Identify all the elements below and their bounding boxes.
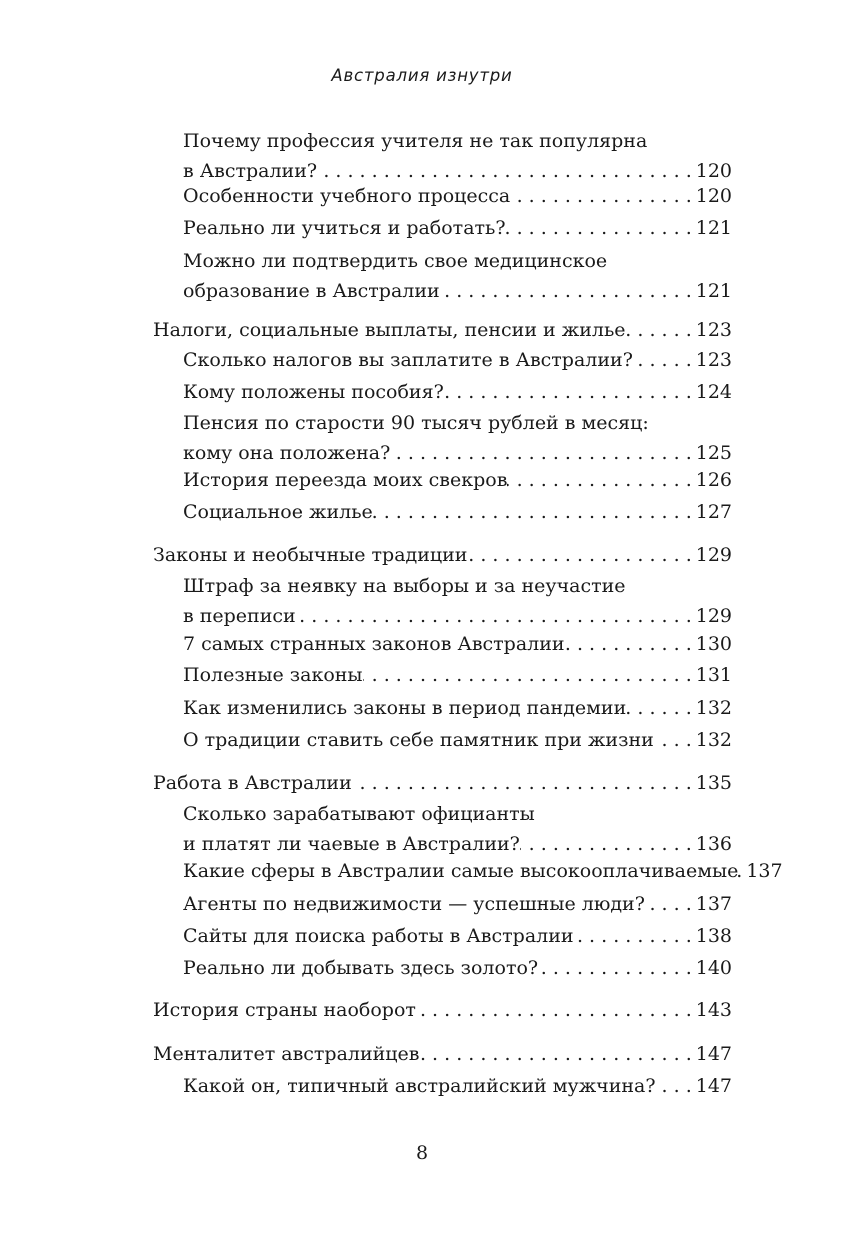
toc-entry-title-line: Законы и необычные традиции: [153, 544, 468, 566]
toc-section-entry: [183, 1072, 732, 1102]
toc-entry-row: [183, 277, 732, 307]
toc-chapter-entry: [153, 316, 732, 346]
toc-entry-row: [183, 857, 783, 887]
toc-page-number: 123: [695, 349, 732, 371]
dot-leader: [626, 316, 696, 346]
toc-entry-title-line: Агенты по недвижимости — успешные люди?: [183, 893, 645, 915]
toc-page-number: 127: [695, 501, 732, 523]
toc-page-number: 147: [695, 1043, 732, 1065]
toc-entry-row: [183, 214, 732, 244]
toc-page-number: 131: [695, 664, 732, 686]
toc-entry-row: [183, 890, 732, 920]
toc-entry-title-line: Кому положены пособия?: [183, 381, 444, 403]
toc-entry-row: [153, 316, 732, 346]
toc-page-number: 129: [695, 604, 732, 627]
dot-leader: [467, 541, 695, 571]
toc-entry-row: [183, 630, 732, 660]
toc-section-entry: [183, 857, 783, 887]
dot-leader: [565, 630, 696, 660]
toc-section-entry: [183, 661, 732, 691]
toc-section-entry: [183, 922, 732, 952]
toc-section-entry: [183, 247, 732, 306]
toc-page-number: 138: [695, 925, 732, 947]
toc-page-number: 135: [695, 772, 732, 794]
toc-entry-title-line: кому она положена?: [183, 441, 391, 464]
toc-entry-row: [153, 541, 732, 571]
toc-entry-title-line: Менталитет австралийцев: [153, 1043, 420, 1065]
toc-section-entry: [183, 498, 732, 528]
dot-leader: [416, 996, 696, 1026]
toc-page-number: 147: [695, 1075, 732, 1097]
dot-leader: [654, 726, 696, 756]
toc-page-number: 136: [695, 832, 732, 855]
toc-page-number: 125: [695, 441, 732, 464]
toc-entry-row: [183, 1072, 732, 1102]
toc-entry-title-line: Пенсия по старости 90 тысяч рублей в месяц:: [183, 412, 649, 434]
toc-entry-title-line: Особенности учебного процесса: [183, 185, 511, 207]
dot-leader: [645, 890, 696, 920]
toc-section-entry: [183, 409, 732, 468]
toc-entry-title-line: Сайты для поиска работы в Австралии: [183, 925, 574, 947]
toc-section-entry: [183, 214, 732, 244]
toc-entry-title-line: История переезда моих свекров: [183, 469, 508, 491]
dot-leader: [574, 922, 696, 952]
toc-page-number: 132: [695, 729, 732, 751]
toc-entry-title-line: Как изменились законы в период пандемии: [183, 697, 627, 719]
toc-entry-title-line: Реально ли учиться и работать?: [183, 217, 506, 239]
toc-section-entry: [183, 726, 732, 756]
toc-entry-row: [183, 378, 732, 408]
toc-entry-title-line: Штраф за неявку на выборы и за неучастие: [183, 575, 626, 597]
toc-entry-title-line: Работа в Австралии: [153, 772, 352, 794]
toc-entry-row: [183, 661, 732, 691]
toc-entry-title-line: Сколько налогов вы заплатите в Австралии?: [183, 349, 633, 371]
toc-entry-row: [183, 498, 732, 528]
dot-leader: [520, 830, 696, 860]
toc-page-number: 121: [695, 217, 732, 239]
dot-leader: [507, 466, 695, 496]
toc-page-number: 132: [695, 697, 732, 719]
dot-leader: [506, 214, 696, 244]
dot-leader: [440, 277, 696, 307]
toc-section-entry: [183, 346, 732, 376]
dot-leader: [738, 857, 746, 887]
toc-entry-title-line: образование в Австралии: [183, 279, 440, 302]
toc-page-number: 130: [695, 633, 732, 655]
toc-entry-row: [183, 726, 732, 756]
toc-chapter-entry: [153, 769, 732, 799]
toc-entry-title-line: О традиции ставить себе памятник при жизни: [183, 729, 654, 751]
toc-entry-title-line: Почему профессия учителя не так популярна: [183, 130, 648, 152]
toc-section-entry: [183, 954, 732, 984]
toc-entry-title-line: Социальное жилье: [183, 501, 373, 523]
toc-entry-title-line: Какие сферы в Австралии самые высокооплачиваемые: [183, 860, 739, 882]
toc-section-entry: [183, 694, 732, 724]
toc-section-entry: [183, 127, 732, 186]
toc-page-number: 123: [695, 319, 732, 341]
running-header: Австралия изнутри: [331, 66, 513, 85]
dot-leader: [656, 1072, 696, 1102]
toc-entry-row: [183, 602, 732, 632]
toc-entry-row: [153, 996, 732, 1026]
toc-section-entry: [183, 378, 732, 408]
toc-entry-title-line: и платят ли чаевые в Австралии?: [183, 832, 520, 855]
toc-page-number: 140: [695, 957, 732, 979]
toc-page-number: 137: [746, 860, 783, 882]
toc-section-entry: [183, 466, 732, 496]
toc-page-number: 120: [695, 159, 732, 182]
dot-leader: [373, 498, 696, 528]
toc-entry-title-line: Налоги, социальные выплаты, пенсии и жилье: [153, 319, 626, 341]
toc-entry-title-line: 7 самых странных законов Австралии: [183, 633, 565, 655]
dot-leader: [633, 346, 696, 376]
toc-entry-row: [183, 830, 732, 860]
toc-page-number: 124: [695, 381, 732, 403]
toc-section-entry: [183, 800, 732, 859]
toc-page-number: 121: [695, 279, 732, 302]
toc-page-number: 137: [695, 893, 732, 915]
dot-leader: [352, 769, 696, 799]
toc-section-entry: [183, 630, 732, 660]
toc-entry-title-line: в Австралии?: [183, 159, 318, 182]
toc-entry-row: [183, 954, 732, 984]
dot-leader: [363, 661, 696, 691]
toc-chapter-entry: [153, 541, 732, 571]
dot-leader: [444, 378, 696, 408]
toc-entry-row: [183, 922, 732, 952]
toc-page-number: 129: [695, 544, 732, 566]
toc-entry-row: [183, 466, 732, 496]
toc-page-number: 120: [695, 185, 732, 207]
dot-leader: [626, 694, 695, 724]
toc-page-number: 126: [695, 469, 732, 491]
toc-entry-row: [183, 182, 732, 212]
toc-section-entry: [183, 572, 732, 631]
dot-leader: [510, 182, 695, 212]
toc-section-entry: [183, 890, 732, 920]
toc-section-entry: [183, 182, 732, 212]
toc-entry-row: [153, 769, 732, 799]
toc-chapter-entry: [153, 1040, 732, 1070]
dot-leader: [296, 602, 696, 632]
toc-entry-row: [183, 439, 732, 469]
toc-entry-title-line: Реально ли добывать здесь золото?: [183, 957, 539, 979]
toc-entry-title-line: История страны наоборот: [153, 999, 416, 1021]
toc-entry-row: [153, 1040, 732, 1070]
toc-entry-title-line: Сколько зарабатывают официанты: [183, 803, 535, 825]
toc-entry-row: [183, 694, 732, 724]
toc-entry-title-line: Можно ли подтвердить свое медицинское: [183, 250, 608, 272]
toc-chapter-entry: [153, 996, 732, 1026]
dot-leader: [390, 439, 695, 469]
toc-entry-title-line: Полезные законы: [183, 664, 363, 686]
toc-page-number: 143: [695, 999, 732, 1021]
toc-entry-row: [183, 346, 732, 376]
page-number: 8: [415, 1142, 429, 1164]
dot-leader: [538, 954, 696, 984]
toc-entry-title-line: в переписи: [183, 604, 296, 627]
dot-leader: [419, 1040, 695, 1070]
toc-entry-title-line: Какой он, типичный австралийский мужчина?: [183, 1075, 656, 1097]
